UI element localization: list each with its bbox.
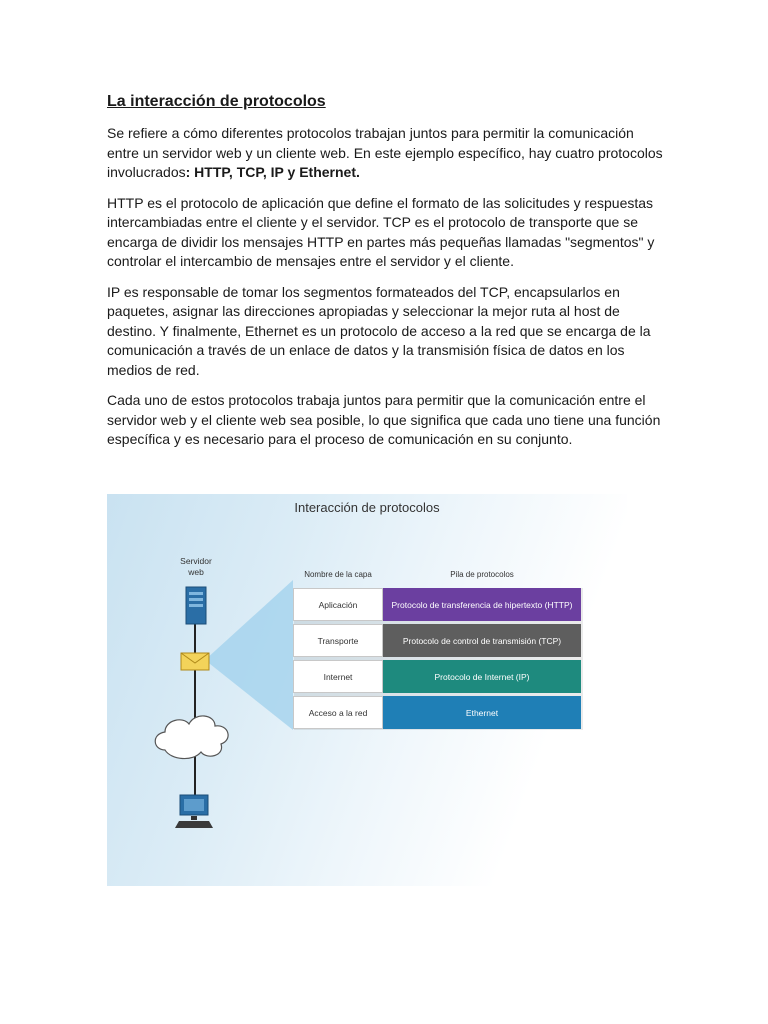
- server-label-line1: Servidor: [180, 556, 212, 566]
- figure-title: Interacción de protocolos: [294, 500, 440, 515]
- column-header-layer: Nombre de la capa: [304, 570, 372, 579]
- paragraph-4: Cada uno de estos protocolos trabaja juntos para permitir que la comunicación entre el servidor web y el cliente web sea posible, lo que significa que cada uno tiene una función específica y es necesario para el proceso de comunicación en su conjunto.: [107, 392, 661, 447]
- protocol-ip: Protocolo de Internet (IP): [383, 660, 581, 693]
- server-label-line2: web: [188, 567, 204, 577]
- cloud-icon: [155, 716, 228, 759]
- paragraph-2: HTTP es el protocolo de aplicación que define el formato de las solicitudes y respuestas intercambiadas entre el cliente y el servidor. TCP es el protocolo de transporte que se encarga de dividir los mensajes HTTP en partes más pequeñas llamadas "segmentos" y controlar el intercambio de mensajes entre el servidor y el cliente.: [107, 194, 655, 269]
- layer-name-application: Aplicación: [293, 588, 383, 621]
- protocol-ethernet: Ethernet: [383, 696, 581, 729]
- layer-name-network-access: Acceso a la red: [293, 696, 383, 729]
- protocol-interaction-figure: [107, 494, 627, 886]
- computer-icon: [175, 795, 213, 828]
- column-header-stack: Pila de protocolos: [450, 570, 514, 579]
- paragraph-1-text: Se refiere a cómo diferentes protocolos trabajan juntos para permitir la comunicación entre un servidor web y un cliente web. En este ejemplo específico, hay cuatro protocolos involucrados: [107, 125, 663, 180]
- envelope-icon: [181, 653, 209, 670]
- layer-name-transport: Transporte: [293, 624, 383, 657]
- document-body: [107, 92, 667, 461]
- page-title: La interacción de protocolos: [107, 93, 326, 110]
- paragraph-3: IP es responsable de tomar los segmentos formateados del TCP, encapsularlos en paquetes, asignar las direcciones apropiadas y seleccionar la mejor ruta al host de destino. Y finalmente, Ethernet es un protocolo de acceso a la red que se encarga de la comunicación a través de un enlace de datos y la transmisión física de datos en los medios de red.: [107, 283, 651, 378]
- protocol-tcp: Protocolo de control de transmisión (TCP): [383, 624, 581, 657]
- layer-name-internet: Internet: [293, 660, 383, 693]
- beam-shape: [205, 580, 293, 730]
- server-icon: [186, 587, 206, 624]
- paragraph-1: [107, 124, 667, 183]
- protocol-http: Protocolo de transferencia de hipertexto (HTTP): [383, 588, 581, 621]
- server-label: [171, 556, 221, 578]
- paragraph-1-bold: : HTTP, TCP, IP y Ethernet.: [185, 164, 360, 180]
